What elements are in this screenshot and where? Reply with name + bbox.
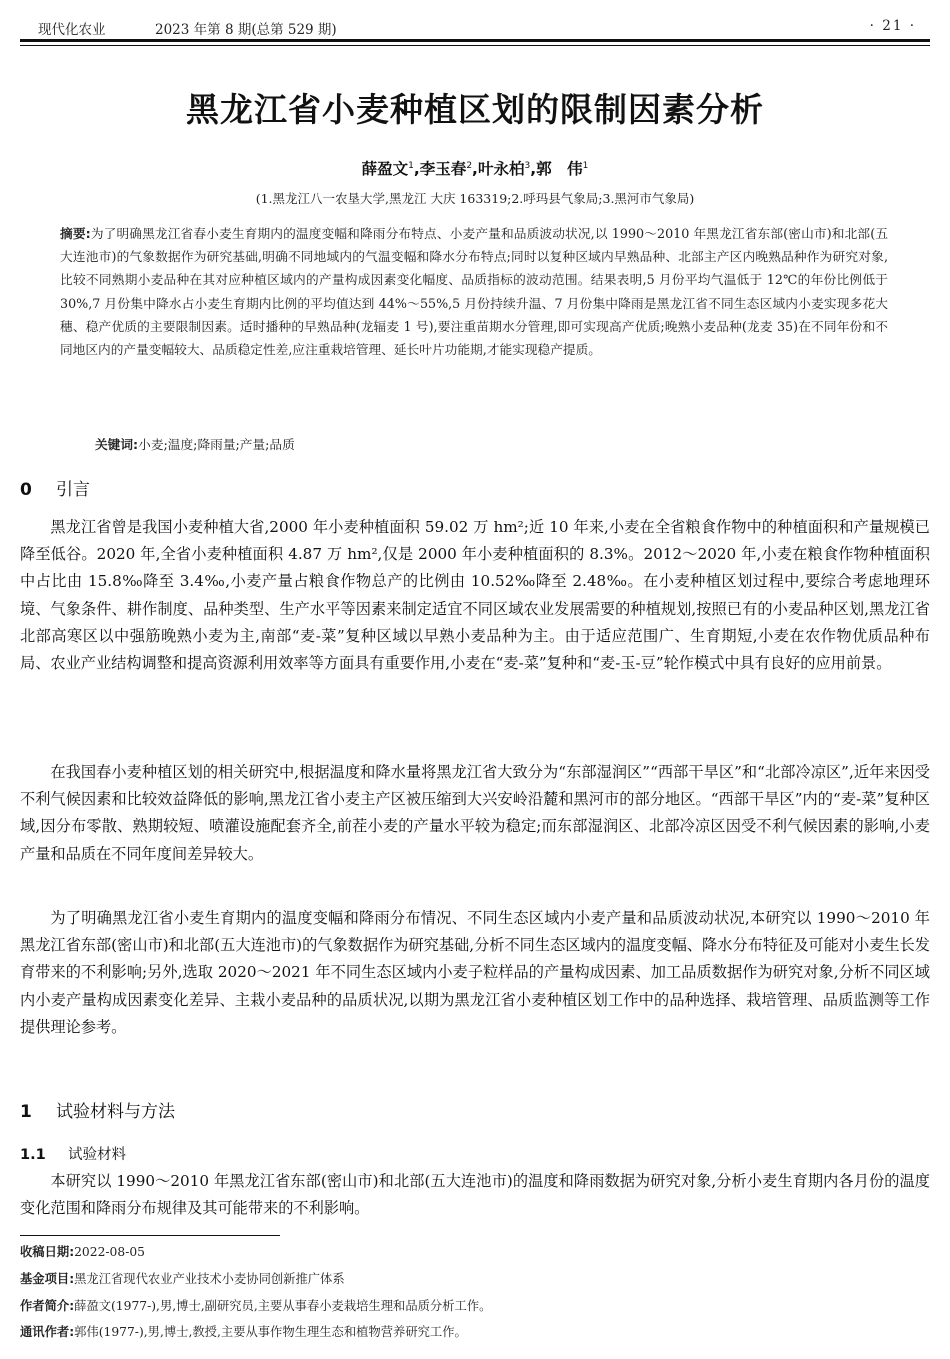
author-name: 薛盈文: [361, 160, 409, 178]
keywords-label: 关键词:: [95, 437, 139, 452]
footnote-author-bio: [20, 1296, 491, 1314]
keywords: [95, 434, 295, 453]
article-title: 黑龙江省小麦种植区划的限制因素分析: [186, 90, 764, 129]
footnote-label: 收稿日期:: [20, 1245, 75, 1259]
header-rule-thin: [20, 45, 930, 46]
section-heading-materials-methods: [20, 1097, 175, 1122]
subsection-title: 试验材料: [68, 1147, 126, 1163]
author-name: 叶永柏: [477, 160, 525, 178]
section-title: 引言: [56, 480, 90, 500]
journal-name: 现代化农业: [38, 22, 106, 38]
subsection-heading-materials: [20, 1143, 126, 1164]
footnote-text: 郭伟(1977-),男,博士,教授,主要从事作物生理生态和植物营养研究工作。: [74, 1325, 467, 1339]
body-paragraph: 本研究以 1990～2010 年黑龙江省东部(密山市)和北部(五大连池市)的温度和降雨数据为研究对象,分析小麦生育期内各月份的温度变化范围和降雨分布规律及其可能带来的不利影响。: [20, 1172, 930, 1218]
abstract: [60, 222, 888, 361]
body-paragraph: 黑龙江省曾是我国小麦种植大省,2000 年小麦种植面积 59.02 万 hm²;近 10 年来,小麦在全省粮食作物中的种植面积和产量规模已降至低谷。2020 年,全省小麦种植面积 4.87 万 hm²,仅是 2000 年小麦种植面积的 8.3%。2012～2020 年,小麦在粮食作物种植面积中占比由 15.8‰降至 3.4‰,小麦产量占粮食作物总产的比例由 10.52‰降至 2.48‰。在小麦种植区划过程中,要综合考虑地理环境、气象条件、耕作制度、品种类型、生产水平等因素来制定适宜不同区域农业发展需要的种植规划,按照已有的小麦品种区划,黑龙江省北部高寒区以中强筋晚熟小麦为主,南部“麦-菜”复种区域以早熟小麦品种为主。由于适应范围广、生育期短,小麦在农作物优质品种布局、农业产业结构调整和提高资源利用效率等方面具有重要作用,小麦在“麦-菜”复种和“麦-玉-豆”轮作模式中具有良好的应用前景。: [20, 518, 930, 673]
author-name: 李玉春: [419, 160, 467, 178]
subsection-number: 1.1: [20, 1147, 46, 1163]
keywords-text: 小麦;温度;降雨量;产量;品质: [138, 437, 295, 452]
footnote-corresponding-author: [20, 1322, 467, 1340]
footnote-text: 薛盈文(1977-),男,博士,副研究员,主要从事春小麦栽培生理和品质分析工作。: [74, 1299, 492, 1313]
author-affil-mark: 2: [466, 160, 473, 171]
author-affil-mark: 1: [408, 160, 414, 171]
running-header: [20, 14, 930, 38]
issue-info: 2023 年第 8 期(总第 529 期): [155, 22, 337, 38]
section-heading-introduction: [20, 475, 90, 500]
section-number: 0: [20, 480, 32, 500]
footnote-text: 2022-08-05: [74, 1245, 146, 1259]
footnote-text: 黑龙江省现代农业产业技术小麦协同创新推广体系: [74, 1272, 345, 1286]
affiliations: (1.黑龙江八一农垦大学,黑龙江 大庆 163319;2.呼玛县气象局;3.黑河市气象局): [255, 191, 695, 206]
abstract-text: 为了明确黑龙江省春小麦生育期内的温度变幅和降雨分布特点、小麦产量和品质波动状况,以 1990～2010 年黑龙江省东部(密山市)和北部(五大连池市)的气象数据作为研究基础,明确不同地域内的气温变幅和降水分布特点;同时以复种区域内早熟品种、北部主产区内晚熟品种作为研究对象,比较不同熟期小麦品种在其对应种植区域内的产量构成因素变化幅度、品质指标的波动范围。结果表明,5 月份平均气温低于 12℃的年份比例低于 30%,7 月份集中降水占小麦生育期内比例的平均值达到 44%～55%,5 月份持续升温、7 月份集中降雨是黑龙江省不同生态区域内小麦实现多花大穗、稳产优质的主要限制因素。适时播种的早熟品种(龙辐麦 1 号),要注重苗期水分管理,即可实现高产优质;晚熟小麦品种(龙麦 35)在不同年份和不同地区内的产量变幅较大、品质稳定性差,应注重栽培管理、延长叶片功能期,才能实现稳产提质。: [60, 226, 889, 358]
footnote-fund: [20, 1269, 345, 1287]
author-list: 薛盈文$^1$,李玉春$^2$,叶永柏$^3$,郭 伟$^1$: [361, 160, 589, 178]
body-paragraph: 在我国春小麦种植区划的相关研究中,根据温度和降水量将黑龙江省大致分为“东部湿润区”“西部干旱区”和“北部冷凉区”,近年来因受不利气候因素和比较效益降低的影响,黑龙江省小麦主产区被压缩到大兴安岭沿麓和黑河市的部分地区。“西部干旱区”内的“麦-菜”复种区域,因分布零散、熟期较短、喷灌设施配套齐全,前茬小麦的产量水平较为稳定;而东部湿润区、北部冷凉区因受不利气候因素的影响,小麦产量和品质在不同年度间差异较大。: [20, 763, 930, 863]
author-affil-mark: 1: [582, 160, 589, 171]
section-title: 试验材料与方法: [56, 1102, 175, 1122]
author-affil-mark: 3: [524, 160, 531, 171]
body-paragraph: 为了明确黑龙江省小麦生育期内的温度变幅和降雨分布情况、不同生态区域内小麦产量和品质波动状况,本研究以 1990～2010 年黑龙江省东部(密山市)和北部(五大连池市)的气象数据作为研究基础,分析不同生态区域内的温度变幅、降水分布特征及可能对小麦生长发育带来的不利影响;另外,选取 2020～2021 年不同生态区域内小麦子粒样品的产量构成因素、加工品质数据作为研究对象,分析不同区域内小麦产量构成因素变化差异、主栽小麦品种的品质状况,以期为黑龙江省小麦种植区划工作中的品种选择、栽培管理、品质监测等工作提供理论参考。: [20, 909, 930, 1036]
abstract-label: 摘要:: [60, 226, 91, 241]
footnote-label: 基金项目:: [20, 1272, 75, 1286]
footnote-label: 通讯作者:: [20, 1325, 75, 1339]
author-name: 郭 伟: [536, 160, 583, 178]
page-number: · 21 ·: [869, 18, 916, 34]
footnote-label: 作者简介:: [20, 1299, 75, 1313]
section-number: 1: [20, 1102, 32, 1122]
footnote-received-date: [20, 1242, 145, 1260]
footnote-rule: [20, 1235, 280, 1236]
header-rule-thick: [20, 39, 930, 42]
